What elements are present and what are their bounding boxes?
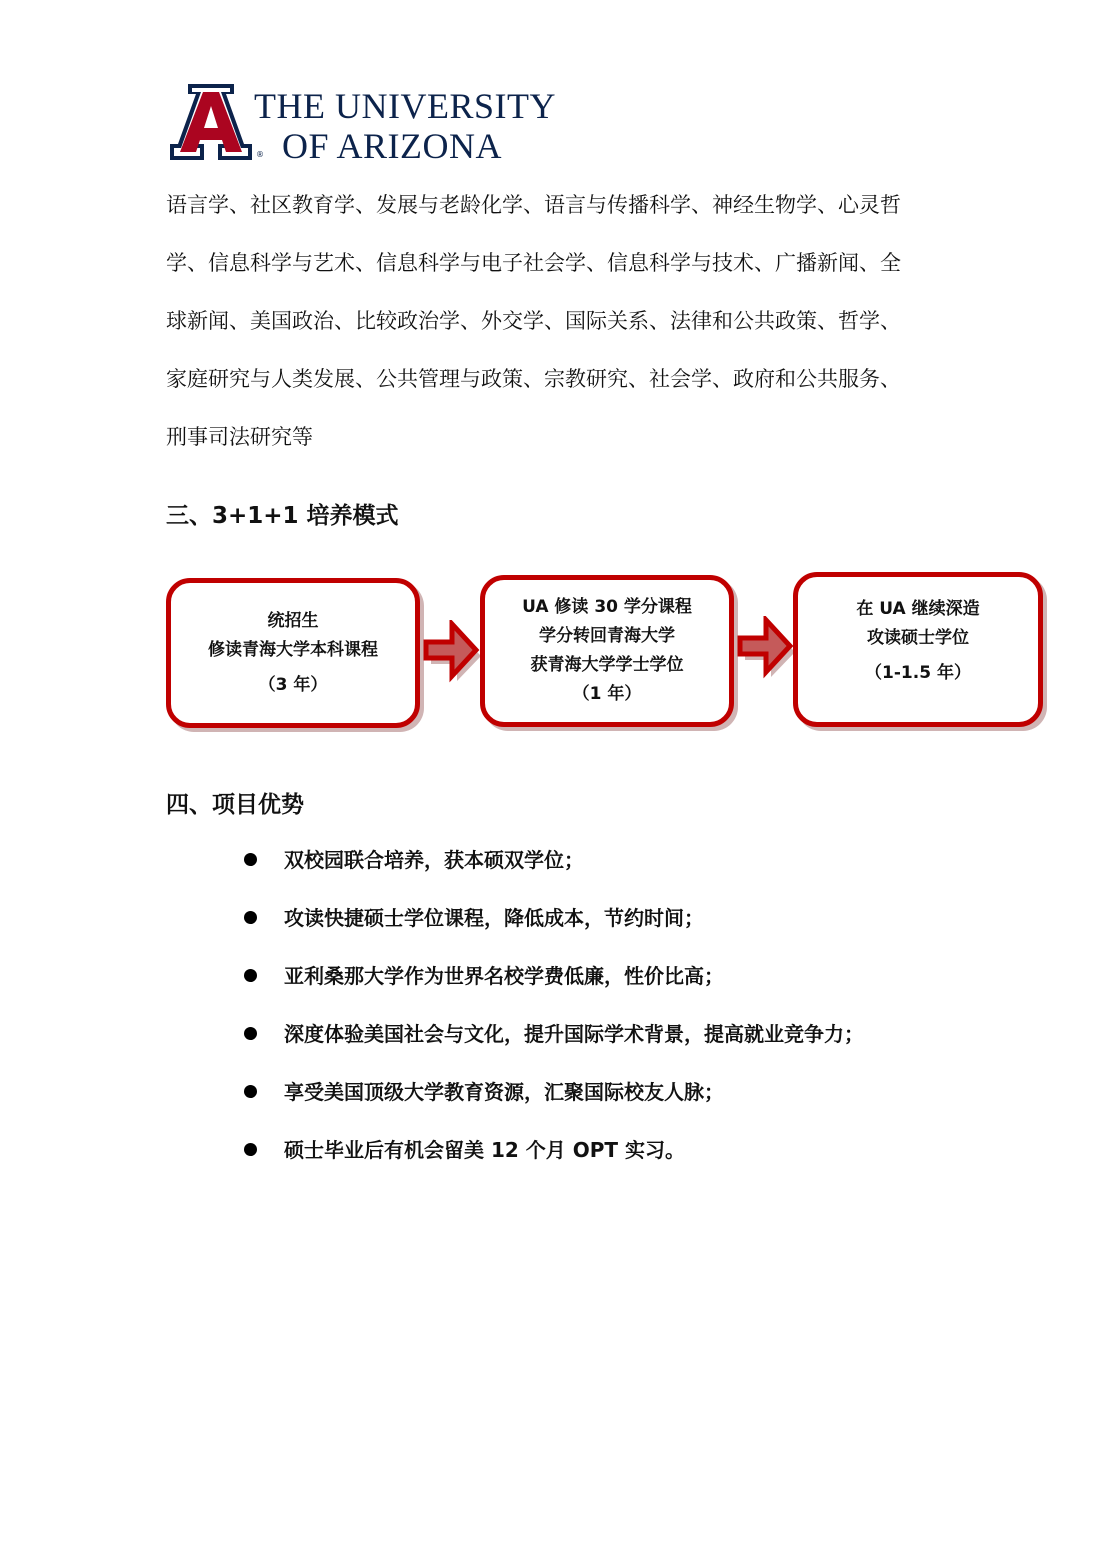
section-heading-training-model: 三、3+1+1 培养模式: [166, 503, 399, 529]
flow-step-qinghai-undergrad: [166, 578, 420, 728]
list-item-text: 双校园联合培养，获本硕双学位；: [284, 848, 584, 872]
step-line: 攻读硕士学位: [867, 628, 969, 648]
step-line: 获青海大学学士学位: [530, 655, 684, 675]
logo-line-1: THE UNIVERSITY: [254, 86, 556, 126]
step-duration: （3 年）: [258, 674, 328, 695]
paragraph-line: 语言学、社区教育学、发展与老龄化学、语言与传播科学、神经生物学、心灵哲: [166, 193, 901, 217]
paragraph-line: 学、信息科学与艺术、信息科学与电子社会学、信息科学与技术、广播新闻、全: [166, 251, 901, 275]
step-duration: （1-1.5 年）: [865, 663, 971, 683]
bullet-icon: [244, 1027, 257, 1040]
bullet-icon: [244, 969, 257, 982]
step-line: 统招生: [267, 610, 319, 631]
step-line: 修读青海大学本科课程: [208, 639, 378, 660]
registered-mark: ®: [256, 150, 264, 159]
flow-step-ua-masters: [793, 572, 1043, 727]
logo-wordmark: [254, 88, 556, 164]
training-flow-diagram: [166, 572, 1046, 737]
paragraph-line: 家庭研究与人类发展、公共管理与政策、宗教研究、社会学、政府和公共服务、: [166, 367, 901, 391]
list-item-text: 深度体验美国社会与文化，提升国际学术背景，提高就业竞争力；: [284, 1022, 864, 1046]
bullet-icon: [244, 853, 257, 866]
list-item-text: 享受美国顶级大学教育资源，汇聚国际校友人脉；: [284, 1080, 724, 1104]
arrow-right-icon: [736, 616, 796, 682]
bullet-icon: [244, 911, 257, 924]
step-line: 学分转回青海大学: [539, 626, 675, 646]
bullet-icon: [244, 1143, 257, 1156]
bullet-icon: [244, 1085, 257, 1098]
arrow-right-icon: [422, 620, 482, 686]
list-item-text: 硕士毕业后有机会留美 12 个月 OPT 实习。: [284, 1138, 685, 1162]
list-item-text: 攻读快捷硕士学位课程，降低成本，节约时间；: [284, 906, 704, 930]
step-line: 在 UA 继续深造: [856, 599, 980, 619]
section-heading-advantages: 四、项目优势: [166, 792, 304, 818]
university-of-arizona-logo: [168, 82, 556, 166]
paragraph-line: 刑事司法研究等: [166, 425, 313, 449]
majors-paragraph: [166, 176, 946, 466]
flow-step-ua-credits: [480, 575, 734, 727]
list-item-text: 亚利桑那大学作为世界名校学费低廉，性价比高；: [284, 964, 724, 988]
paragraph-line: 球新闻、美国政治、比较政治学、外交学、国际关系、法律和公共政策、哲学、: [166, 309, 901, 333]
step-line: UA 修读 30 学分课程: [522, 597, 692, 617]
step-duration: （1 年）: [572, 684, 642, 704]
arizona-a-icon: [168, 82, 254, 162]
logo-line-2: OF ARIZONA: [282, 126, 503, 166]
